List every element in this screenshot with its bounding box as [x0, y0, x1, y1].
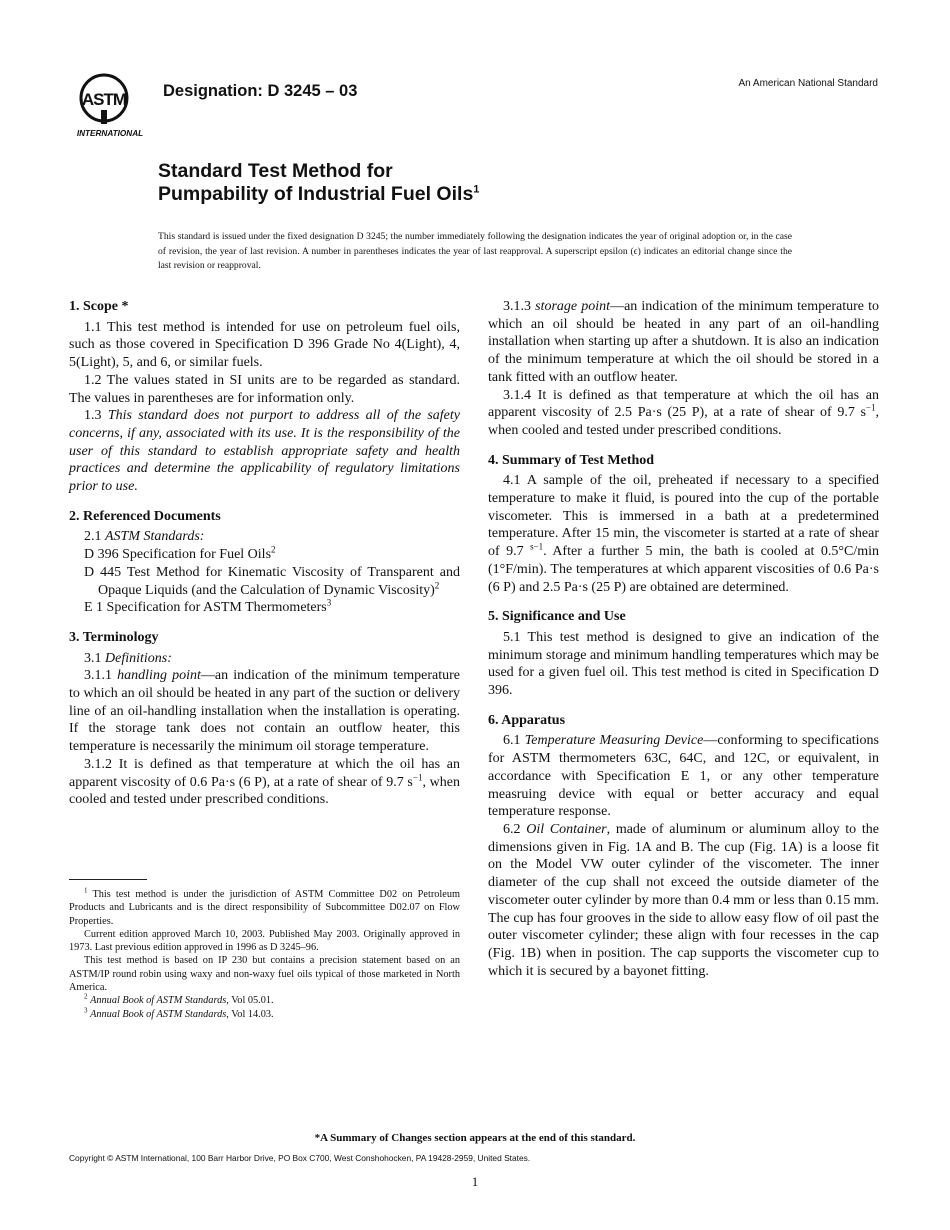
document-title — [158, 160, 479, 206]
section-heading-significance: 5. Significance and Use — [488, 609, 626, 625]
paragraph-5-1: 5.1 This test method is designed to give an indication of the minimum storage and minimum handling temperatures which may be used for a given fuel oil. This test method is cited in Specification D 396. — [488, 629, 879, 699]
paragraph-1-3: 1.3 This standard does not purport to address all of the safety concerns, if any, associated with its use. It is the responsibility of the user of this standard to establish appropriate safety and health practices and determine the applicability of regulatory limitations prior to use. — [69, 408, 460, 495]
section-heading-apparatus: 6. Apparatus — [488, 712, 566, 728]
paragraph-3-1-3: 3.1.3 storage point—an indication of the minimum temperature to which an oil should be heated in any part of an oil-handling installation when starting up after a shutdown. It is also an indication of the minimum temperature at which the oil should be stored in a tank fitted with an outflow heater. — [488, 299, 880, 385]
national-standard-label: An American National Standard — [738, 78, 878, 89]
footnote-1-edition: Current edition approved March 10, 2003. Published May 2003. Originally approved in 1973. Last previous edition approved in 1996 as D 3245–96. — [69, 928, 460, 954]
designation: Designation: D 3245 – 03 — [163, 82, 358, 100]
paragraph-1-2: 1.2 The values stated in SI units are to be regarded as standard. The values in parentheses are for information only. — [69, 372, 460, 406]
paragraph-6-1: 6.1 Temperature Measuring Device—conforming to specifications for ASTM thermometers 63C, 64C, and 12C, or equivalent, in accordance with Specification E 1, or any other temperature measruing device with equal or better accuracy and equal temperature response. — [488, 733, 879, 820]
left-column — [69, 298, 460, 809]
footnote-2: $^2$ Annual Book of ASTM Standards, Vol 05.01. — [84, 992, 274, 1007]
title-line-1: Standard Test Method for — [158, 160, 393, 182]
section-heading-referenced-documents: 2. Referenced Documents — [69, 508, 221, 524]
title-footnote-mark: 1 — [473, 183, 480, 196]
footnote-rule — [69, 879, 147, 880]
footnote-3: $^3$ Annual Book of ASTM Standards, Vol 14.03. — [84, 1006, 274, 1020]
reference-item: D 445 Test Method for Kinematic Viscosity of Transparent and Opaque Liquids (and the Calculation of Dynamic Viscosity)$^2$ — [84, 564, 460, 598]
paragraph-3-1-4: 3.1.4 It is defined as that temperature at which the oil has an apparent viscosity of 2.5 Pa·s (25 P), at a rate of shear of 9.7 $s^{-1}$, when cooled and tested under prescribed conditions. — [488, 387, 879, 438]
paragraph-4-1: 4.1 A sample of the oil, preheated if necessary to a specified temperature to make it fluid, is poured into the cup of the portable viscometer. This is immersed in a bath at a predetermined temperature. After 15 min, the viscometer is started at a rate of shear of 9.7 $^{s-1}$. After a further 5 min, the bath is cooled at 0.5°C/min (1°F/min). The temperatures at which apparent viscosities of 0.6 Pa·s (6 P) and 2.5 Pa·s (25 P) are obtained are determined. — [488, 473, 879, 595]
footnote-1-basis: This test method is based on IP 230 but contains a precision statement based on an ASTM/IP round robin using waxy and non-waxy fuel oils typical of those marketed in North America. — [69, 955, 460, 994]
reference-item: E 1 Specification for ASTM Thermometers$^3$ — [84, 597, 332, 616]
subsection-2-1: 2.1 ASTM Standards: — [84, 529, 205, 545]
section-heading-scope: 1. Scope * — [69, 299, 129, 314]
paragraph-6-2: 6.2 Oil Container, made of aluminum or aluminum alloy to the dimensions given in Fig. 1A and B. The cup (Fig. 1A) is a loose fit on the Model VW outer cylinder of the viscometer. The inner diameter of the cup shall not exceed the outside diameter of the viscometer outer cylinder by more than 0.4 mm or less than 0.15 mm. The cup has four grooves in the side to allow easy flow of oil past the outer viscometer cylinder; these align with four recesses in the cap (Fig. 1B) when in position. The cap supports the viscometer cup to which it is secured by a bayonet fitting. — [488, 821, 879, 979]
section-heading-summary: 4. Summary of Test Method — [488, 452, 655, 468]
subsection-3-1: 3.1 Definitions: — [84, 650, 172, 666]
svg-text:ASTM: ASTM — [81, 90, 127, 109]
logo-caption: INTERNATIONAL — [76, 129, 144, 138]
section-heading-terminology: 3. Terminology — [69, 629, 159, 645]
footnote-1: $^1$ This test method is under the jurisdiction of ASTM Committee D02 on Petroleum Products and Lubricants and is the direct responsibility of Subcommittee D02.07 on Flow Properties. — [69, 886, 461, 927]
title-line-2: Pumpability of Industrial Fuel Oils$^1$ — [158, 183, 480, 205]
footnotes — [69, 888, 460, 1021]
right-column — [488, 298, 879, 980]
page-number: 1 — [471, 1174, 479, 1189]
astm-logo — [70, 70, 150, 140]
reference-item: D 396 Specification for Fuel Oils$^2$ — [84, 544, 276, 563]
paragraph-3-1-1: 3.1.1 handling point—an indication of the minimum temperature to which an oil should be heated in any part of the suction or delivery line of an oil-handling installation when the installation is operating. If the storage tank does not contain an outflow heater, this temperature is necessarily the minimum oil storage temperature. — [69, 668, 461, 755]
paragraph-3-1-2: 3.1.2 It is defined as that temperature at which the oil has an apparent viscosity of 0.6 Pa·s (6 P), at a rate of shear of 9.7 $s^{-1}$, when cooled and tested under prescribed conditions. — [69, 756, 461, 808]
summary-of-changes-note: *A Summary of Changes section appears at the end of this standard. — [314, 1132, 636, 1144]
copyright-line: Copyright © ASTM International, 100 Barr Harbor Drive, PO Box C700, West Conshohocken, PA 19428-2959, United States. — [69, 1153, 531, 1163]
paragraph-1-1: 1.1 This test method is intended for use on petroleum fuel oils, such as those covered in Specification D 396 Grade No 4(Light), 4, 5(Light), 5, and 6, or similar fuels. — [69, 319, 460, 371]
preface-note: This standard is issued under the fixed designation D 3245; the number immediately following the designation indicates the year of original adoption or, in the case of revision, the year of last revision. A number in parentheses indicates the year of last reapproval. A superscript epsilon (ϵ) indicates an editorial change since the last revision or reapproval. — [158, 231, 792, 271]
